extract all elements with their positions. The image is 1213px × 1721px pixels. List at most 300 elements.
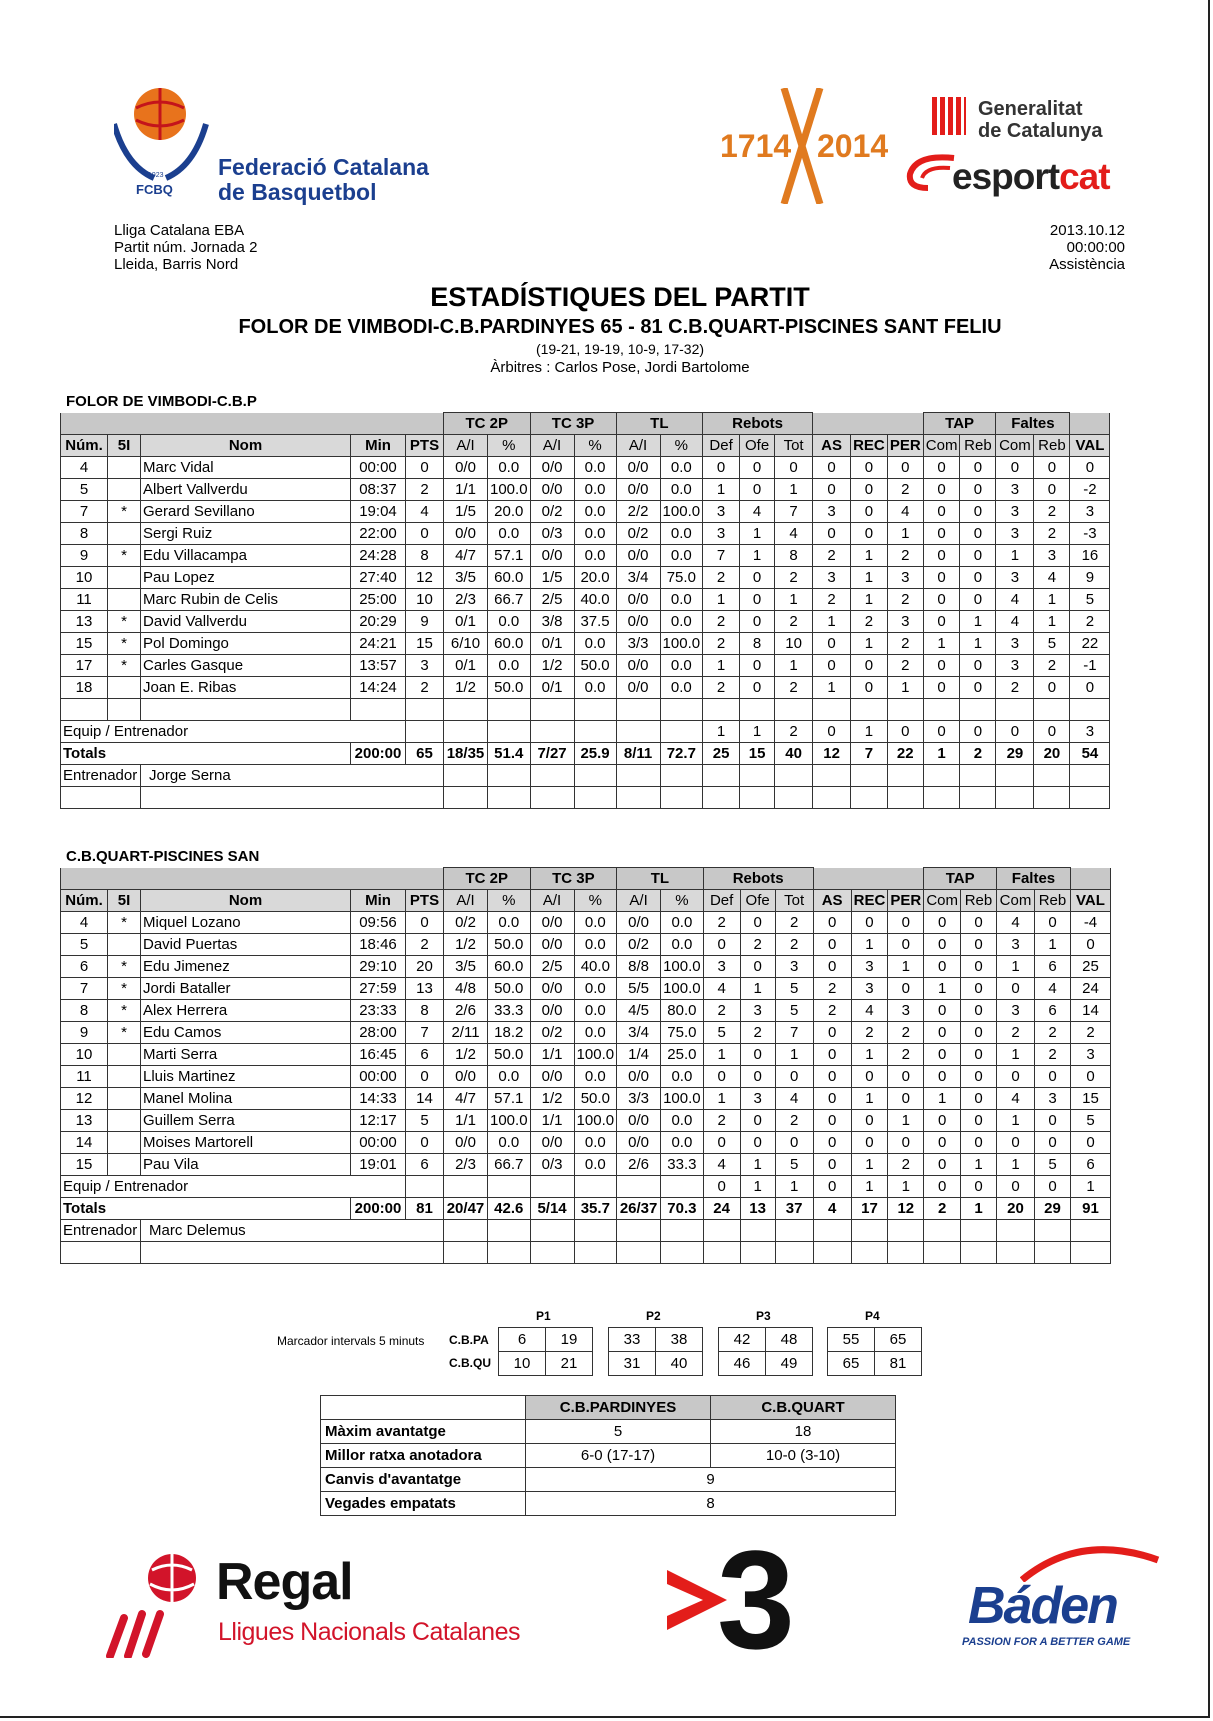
stat-cell: 0 [888,1066,924,1088]
stat-cell: 2/3 [444,589,488,611]
blank-cell [488,1242,531,1264]
blank-cell [703,787,740,809]
player-row [61,1132,1111,1154]
stat-cell [851,699,888,721]
stat-cell [488,765,531,787]
stat-cell: 3 [851,978,888,1000]
stat-cell: 2 [887,545,923,567]
stat-cell: * [108,501,141,523]
stat-cell: 5 [1034,633,1070,655]
period-label: P1 [536,1309,551,1323]
stat-cell: 19:01 [351,1154,406,1176]
stat-cell: 13:57 [351,655,406,677]
stat-cell: 0/0 [617,1132,661,1154]
column-header: Com [924,890,961,912]
stat-cell: 20.0 [488,501,531,523]
blank-cell [813,1242,851,1264]
stat-cell: 6 [1034,1000,1070,1022]
column-header: PTS [406,890,444,912]
stat-cell: 5 [703,1022,740,1044]
score-cell: 21 [546,1352,593,1376]
stat-cell: 1 [740,545,775,567]
stat-cell: 1 [851,1044,888,1066]
stat-cell: 1 [1070,1176,1110,1198]
stat-cell: 0 [1070,934,1110,956]
team-row-label: Equip / Entrenador [61,1176,406,1198]
stat-cell: 0 [813,633,851,655]
column-header: 5I [108,435,141,457]
total-cell: 200:00 [351,1198,406,1220]
stat-cell [924,1220,961,1242]
stat-cell: 0 [924,956,961,978]
stat-cell: 1 [887,523,923,545]
total-cell: 22 [887,743,923,765]
stat-cell [996,699,1034,721]
stat-cell: 0.0 [488,655,531,677]
score-cell: 6 [499,1328,546,1352]
stat-cell: 2/6 [444,1000,488,1022]
stat-cell: 0/2 [616,523,660,545]
stat-cell: 1 [740,978,775,1000]
player-row [61,1000,1111,1022]
stat-cell: 1/2 [530,1088,574,1110]
stat-cell: 13 [406,978,444,1000]
stat-cell: 5/5 [617,978,661,1000]
stat-cell [960,765,996,787]
summary-value: 6-0 (17-17) [526,1444,711,1468]
stat-cell: 0.0 [574,1154,617,1176]
stat-cell: 0 [996,721,1034,743]
stat-cell: 0.0 [488,611,531,633]
stat-cell: 0 [1034,1176,1070,1198]
column-header: Ofe [740,435,775,457]
stat-cell: 0/0 [617,1110,661,1132]
stat-cell: 8 [61,1000,108,1022]
stat-cell: 7 [61,501,108,523]
stat-cell: 3 [851,956,888,978]
stat-cell: 2 [1034,1044,1070,1066]
header-blank [1070,413,1110,435]
stat-cell: 0 [775,457,813,479]
player-row [61,611,1110,633]
stat-cell: 0 [851,1132,888,1154]
summary-label: Màxim avantatge [321,1420,526,1444]
stat-cell: 4 [887,501,923,523]
stat-cell: 1 [851,1176,888,1198]
stat-cell: 20 [406,956,444,978]
column-header: % [660,435,703,457]
total-cell: 51.4 [488,743,531,765]
stat-cell: 0 [703,934,740,956]
stat-cell [887,699,923,721]
period-score-table [718,1327,813,1376]
total-cell: 91 [1070,1198,1110,1220]
federation-name-line1: Federació Catalana [218,154,429,180]
stat-cell: 0/0 [530,934,574,956]
stat-cell: 0 [813,479,851,501]
stat-cell: 100.0 [661,1088,704,1110]
stat-cell: 2 [887,479,923,501]
summary-label: Millor ratxa anotadora [321,1444,526,1468]
stat-cell: 0 [813,655,851,677]
stat-cell: 1 [924,1088,961,1110]
stat-cell: 28:00 [351,1022,406,1044]
stat-cell: 1/2 [444,934,488,956]
stat-cell: 0 [923,479,960,501]
stat-cell: 0/0 [444,1066,488,1088]
column-header: Ofe [740,890,775,912]
stat-cell: 18 [61,677,108,699]
stat-cell: 1 [703,1088,740,1110]
stat-cell: 1/2 [444,1044,488,1066]
stat-cell: 0 [813,523,851,545]
stat-cell: 1 [851,545,888,567]
total-cell: 7/27 [530,743,574,765]
player-row [61,956,1111,978]
header-tap: TAP [923,413,996,435]
stat-cell: 15 [61,1154,108,1176]
player-name: Pau Lopez [141,567,351,589]
stat-cell: 14:24 [351,677,406,699]
total-cell: 1 [923,743,960,765]
stat-cell: 1 [775,1176,813,1198]
stat-cell [530,765,574,787]
header-tap: TAP [924,868,997,890]
blank-cell [813,787,851,809]
period-score-row [828,1328,922,1352]
total-cell: 35.7 [574,1198,617,1220]
stat-cell [530,1220,574,1242]
blank-cell [996,1242,1034,1264]
stat-cell: 75.0 [660,567,703,589]
stat-cell: -1 [1070,655,1110,677]
stat-cell [1070,765,1110,787]
header-rebots: Rebots [703,413,813,435]
stat-cell: 4 [775,523,813,545]
stat-cell [574,765,616,787]
stat-cell: 1/1 [444,1110,488,1132]
player-name: Edu Camos [141,1022,351,1044]
period-score-row [719,1328,813,1352]
stat-cell: 0 [740,1044,775,1066]
stat-cell: 0.0 [574,479,616,501]
stat-cell: 1 [960,633,996,655]
stat-cell: 14:33 [351,1088,406,1110]
blank-row [61,1242,1111,1264]
stat-cell: 1 [703,479,740,501]
stat-cell [488,1176,531,1198]
stat-cell: 4 [703,1154,740,1176]
column-header: Núm. [61,890,108,912]
total-cell: 25 [703,743,740,765]
stat-cell [740,1220,775,1242]
stat-cell: 1 [740,1154,775,1176]
stat-cell [488,699,531,721]
stat-cell: 0/1 [530,633,574,655]
stat-cell [1034,699,1070,721]
stat-cell: 9 [1070,567,1110,589]
score-cell: 31 [609,1352,656,1376]
stat-cell: 2/2 [616,501,660,523]
summary-value: 9 [526,1468,896,1492]
stat-cell: 1 [888,1176,924,1198]
stat-cell: 0/2 [530,501,574,523]
player-row [61,501,1110,523]
stat-cell: * [108,912,141,934]
player-row [61,912,1111,934]
column-header: Nom [141,890,351,912]
blank-cell [740,787,775,809]
stat-cell [406,699,444,721]
column-header: VAL [1070,890,1110,912]
baden-tagline: PASSION FOR A BETTER GAME [962,1636,1131,1648]
stat-cell: 0 [813,1066,851,1088]
stat-cell [574,1220,617,1242]
stat-cell: 0 [703,1176,740,1198]
total-cell: 5/14 [530,1198,574,1220]
stat-cell: 0 [924,934,961,956]
baden-wordmark: Báden [968,1577,1117,1635]
stat-cell: 0 [740,457,775,479]
column-header: Min [351,435,406,457]
stat-cell: 0.0 [661,1132,704,1154]
stat-cell: 0 [703,457,740,479]
stat-cell: 100.0 [574,1110,617,1132]
stat-cell: 0 [740,1110,775,1132]
stat-cell: 0 [813,1154,851,1176]
stat-cell [703,765,740,787]
column-header: Def [703,890,740,912]
stat-cell: 1 [1034,589,1070,611]
anniversary-2014: 2014 [817,128,889,164]
stat-cell: 18:46 [351,934,406,956]
stat-cell: 0 [923,457,960,479]
stat-cell: 2/6 [617,1154,661,1176]
match-number: Partit núm. Jornada 2 [114,239,258,256]
stat-cell: 4 [996,611,1034,633]
stat-cell [406,1176,444,1198]
stat-cell: 2 [775,934,813,956]
stat-cell [108,457,141,479]
player-name: Lluis Martinez [141,1066,351,1088]
stat-cell: 0.0 [574,501,616,523]
stat-cell: 9 [406,611,444,633]
stat-cell: 4 [406,501,444,523]
stat-cell [616,721,660,743]
stat-cell: 1 [996,1154,1034,1176]
stat-cell: 5 [1070,1110,1110,1132]
stat-cell [351,699,406,721]
anniversary-logo [718,88,904,204]
summary-label: Vegades empatats [321,1492,526,1516]
stat-cell: 0 [406,457,444,479]
box-score-table [60,867,1111,1264]
blank-cell [661,1242,704,1264]
column-header: Def [703,435,740,457]
stat-cell: 0 [960,1132,996,1154]
stat-cell: 0 [813,912,851,934]
stat-cell: 0 [960,457,996,479]
stat-cell: 0 [813,1176,851,1198]
stat-cell: 1 [813,677,851,699]
stat-cell: * [108,611,141,633]
header-group-row [61,413,1110,435]
player-row [61,589,1110,611]
player-row [61,545,1110,567]
stat-cell: 0/0 [616,545,660,567]
stat-cell: 3 [703,523,740,545]
period-label: P2 [646,1309,661,1323]
stat-cell: 0 [960,1110,996,1132]
stat-cell: 6/10 [444,633,488,655]
stat-cell: 50.0 [574,1088,617,1110]
stat-cell: 0 [1034,457,1070,479]
stat-cell: 4 [1034,567,1070,589]
regal-subtitle: Lligues Nacionals Catalanes [218,1618,520,1646]
stat-cell: 0.0 [574,1022,617,1044]
stat-cell [888,1220,924,1242]
coach-label: Entrenador [61,765,141,787]
stat-cell: * [108,978,141,1000]
player-row [61,567,1110,589]
score-cell: 48 [766,1328,813,1352]
total-cell: 4 [813,1198,851,1220]
stat-cell: 0/0 [444,457,488,479]
column-header: % [488,890,531,912]
column-header: Min [351,890,406,912]
stat-cell: 1 [851,633,888,655]
stat-cell: 13 [61,611,108,633]
stat-cell: 2 [740,1022,775,1044]
generalitat-line1: Generalitat [978,98,1083,120]
stat-cell: 0/2 [444,912,488,934]
stat-cell: 0/0 [530,457,574,479]
stat-cell: 0 [960,567,996,589]
stat-cell: 0 [960,523,996,545]
stat-cell: 5 [775,1154,813,1176]
stat-cell: 0 [888,912,924,934]
stat-cell: 0.0 [488,912,531,934]
stat-cell: 0.0 [660,589,703,611]
team-row [61,1176,1111,1198]
stat-cell: 33.3 [488,1000,531,1022]
stat-cell [616,765,660,787]
stat-cell: 1/1 [530,1110,574,1132]
period-score-row [828,1352,922,1376]
stat-cell: 0 [960,479,996,501]
stat-cell: 0 [775,1132,813,1154]
player-name: Marc Rubin de Celis [141,589,351,611]
stat-cell: 12 [406,567,444,589]
player-row [61,677,1110,699]
stat-cell: 2 [703,611,740,633]
blank-cell [1070,1242,1110,1264]
stat-cell: 5 [61,479,108,501]
column-header: Com [923,435,960,457]
stat-cell: 0/0 [616,611,660,633]
period-score-row [609,1352,703,1376]
stat-cell [1070,699,1110,721]
stat-cell: 3 [996,479,1034,501]
stat-cell: 0/0 [616,589,660,611]
coach-name: Jorge Serna [141,765,444,787]
stat-cell: 3/4 [616,567,660,589]
stat-cell: 2 [406,934,444,956]
column-header: Núm. [61,435,108,457]
summary-team-a: C.B.PARDINYES [526,1396,711,1420]
stat-cell: 1/5 [444,501,488,523]
stat-cell: 20:29 [351,611,406,633]
stat-cell [530,699,574,721]
stat-cell: 0/0 [616,479,660,501]
header-tc2p: TC 2P [444,868,531,890]
stat-cell: 1 [740,523,775,545]
stat-cell: 0 [996,978,1034,1000]
blank-cell [444,787,488,809]
blank-cell [444,1242,488,1264]
stat-cell: 3 [740,1088,775,1110]
stat-cell [775,1220,813,1242]
stat-cell: 7 [703,545,740,567]
stat-cell: 9 [61,1022,108,1044]
stat-cell: 0 [703,1132,740,1154]
stat-cell: 00:00 [351,1132,406,1154]
stat-cell: 4 [851,1000,888,1022]
stat-cell: 15 [406,633,444,655]
stat-cell: 0/0 [530,912,574,934]
stat-cell: 0/3 [530,1154,574,1176]
header-columns-row [61,890,1111,912]
player-row [61,1044,1111,1066]
stat-cell: 2 [888,1044,924,1066]
stat-cell [960,699,996,721]
total-cell: 81 [406,1198,444,1220]
stat-cell [813,699,851,721]
stat-cell: 10 [61,1044,108,1066]
stat-cell [108,934,141,956]
stat-cell: 3 [1070,1044,1110,1066]
stat-cell: 4 [996,1088,1034,1110]
stat-cell: 5 [1034,1154,1070,1176]
total-cell: 17 [851,1198,888,1220]
stat-cell: 3/5 [444,956,488,978]
stat-cell: 0 [1034,912,1070,934]
team-row-label: Equip / Entrenador [61,721,406,743]
stat-cell: 8 [61,523,108,545]
stat-cell: 60.0 [488,633,531,655]
total-cell: 7 [851,743,888,765]
stat-cell: 10 [61,567,108,589]
stat-cell: 0 [960,677,996,699]
stat-cell [444,1220,488,1242]
stat-cell: 7 [406,1022,444,1044]
total-cell: 8/11 [616,743,660,765]
stat-cell: 27:59 [351,978,406,1000]
summary-value: 5 [526,1420,711,1444]
blank-cell [660,787,703,809]
period-label: P4 [865,1309,880,1323]
stat-cell: 2 [703,567,740,589]
stat-cell: 3 [703,501,740,523]
blank-cell [960,787,996,809]
stat-cell: 0.0 [661,912,704,934]
stat-cell: 0 [1070,457,1110,479]
stat-cell: 2 [996,1022,1034,1044]
stat-cell: 3 [1070,501,1110,523]
stat-cell: 2 [1070,1022,1110,1044]
venue: Lleida, Barris Nord [114,256,239,273]
stat-cell: 8 [406,1000,444,1022]
